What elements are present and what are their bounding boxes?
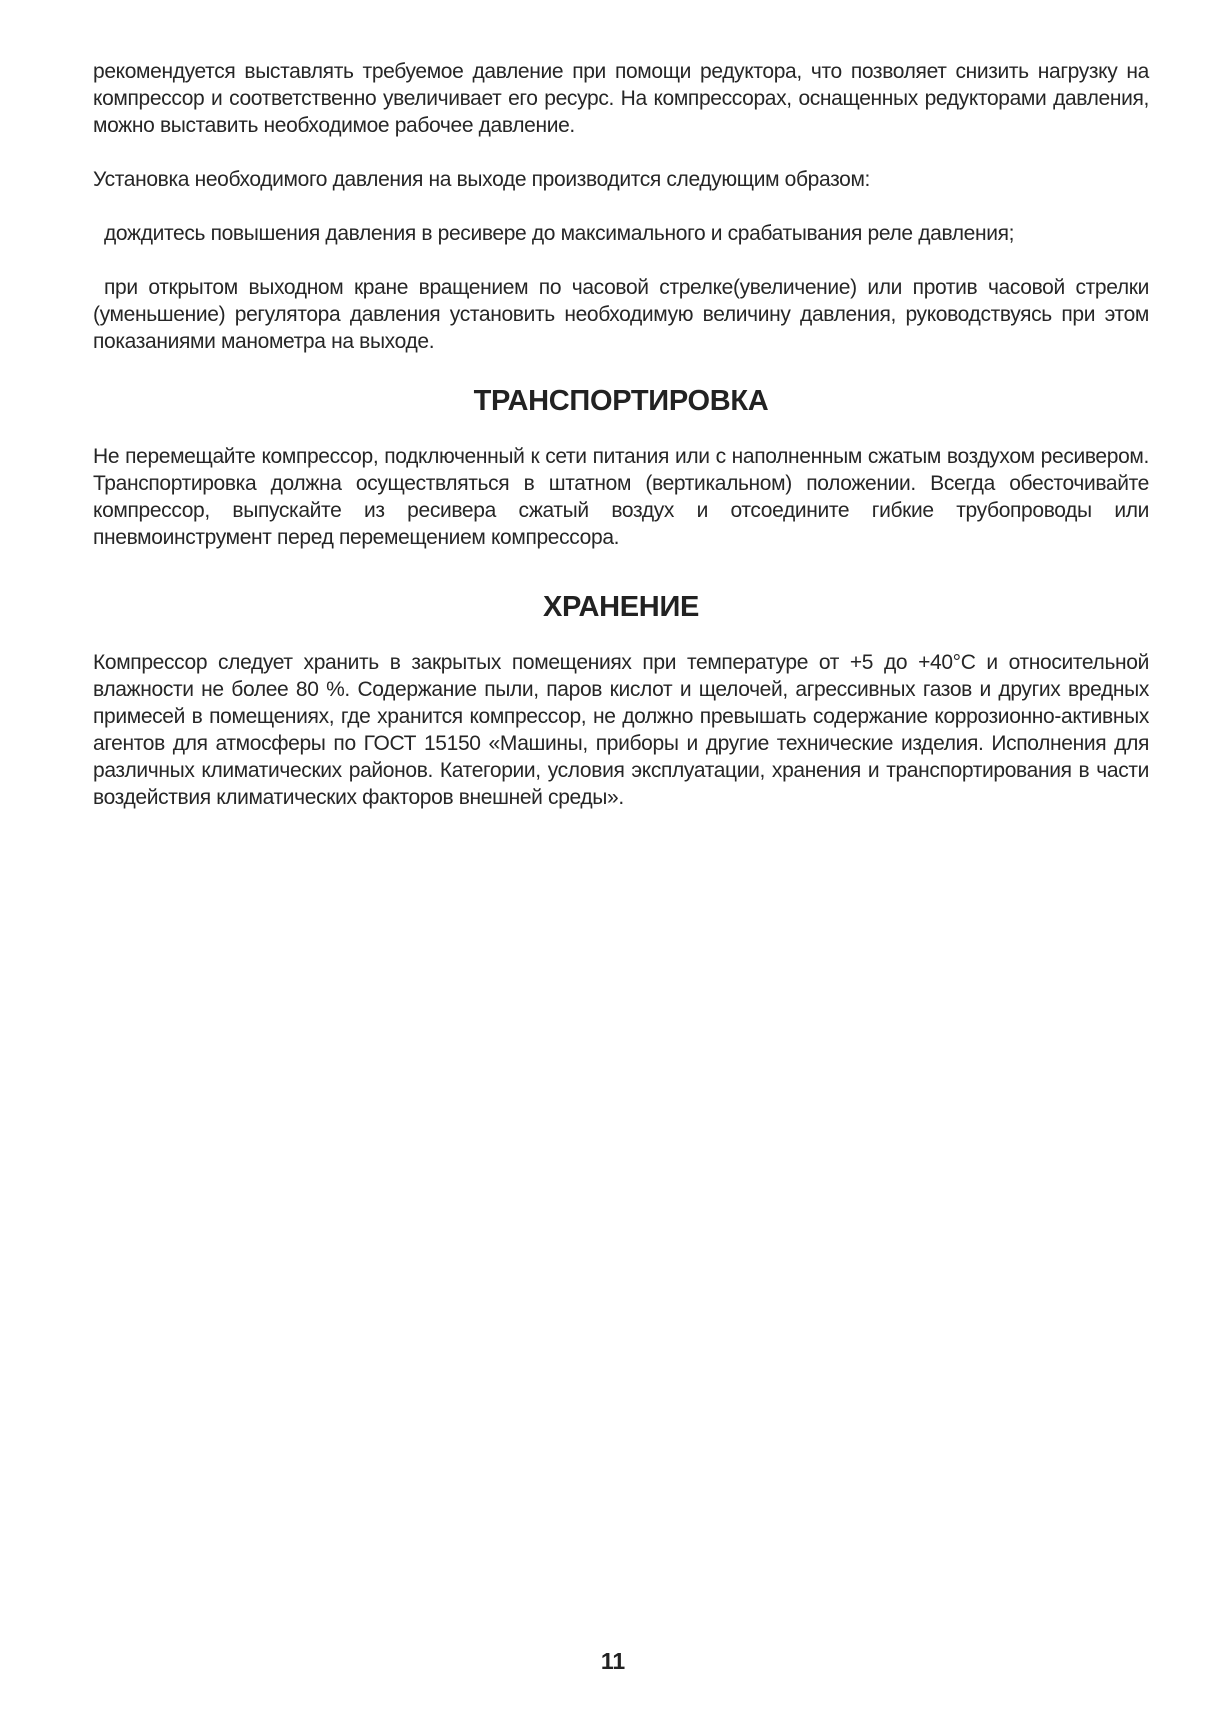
storage-paragraph: Компрессор следует хранить в закрытых помещениях при температуре от +5 до +40°С и относительной влажности не более 80 %. Содержание пыли, паров кислот и щелочей, агрессивных газов и других вредных примесей в помещениях, где хранится компрессор, не должно превышать содержание коррозионно-активных агентов для атмосферы по ГОСТ 15150 «Машины, приборы и другие технические изделия. Исполнения для различных климатических районов. Категории, условия эксплуатации, хранения и транспортирования в части воздействия климатических факторов внешней среды». bbox=[93, 651, 1149, 809]
section-heading-storage: ХРАНЕНИЕ bbox=[542, 591, 700, 623]
intro-paragraph-reducer: рекомендуется выставлять требуемое давление при помощи редуктора, что позволяет снизить нагрузку на компрессор и соответственно увеличивает его ресурс. На компрессорах, оснащенных редукторами давления, можно выставить необходимое рабочее давление. bbox=[93, 60, 1149, 137]
setup-step-1: дождитесь повышения давления в ресивере до максимального и срабатывания реле давления; bbox=[104, 222, 1015, 245]
transport-paragraph: Не перемещайте компрессор, подключенный к сети питания или с наполненным сжатым воздухом ресивером. Транспортировка должна осуществляться в штатном (вертикальном) положении. Всегда обесточивайте компрессор, выпускайте из ресивера сжатый воздух и отсоедините гибкие трубопроводы или пневмоинструмент перед перемещением компрессора. bbox=[93, 445, 1149, 549]
page-number: 11 bbox=[600, 1648, 626, 1674]
document-page bbox=[93, 58, 1149, 811]
section-heading-transport: ТРАНСПОРТИРОВКА bbox=[473, 385, 769, 417]
setup-step-2: при открытом выходном кране вращением по часовой стрелке(увеличение) или против часовой стрелки (уменьшение) регулятора давления установить необходимую величину давления, руководствуясь при этом показаниями манометра на выходе. bbox=[93, 276, 1149, 353]
intro-paragraph-setup: Установка необходимого давления на выходе производится следующим образом: bbox=[93, 168, 871, 191]
